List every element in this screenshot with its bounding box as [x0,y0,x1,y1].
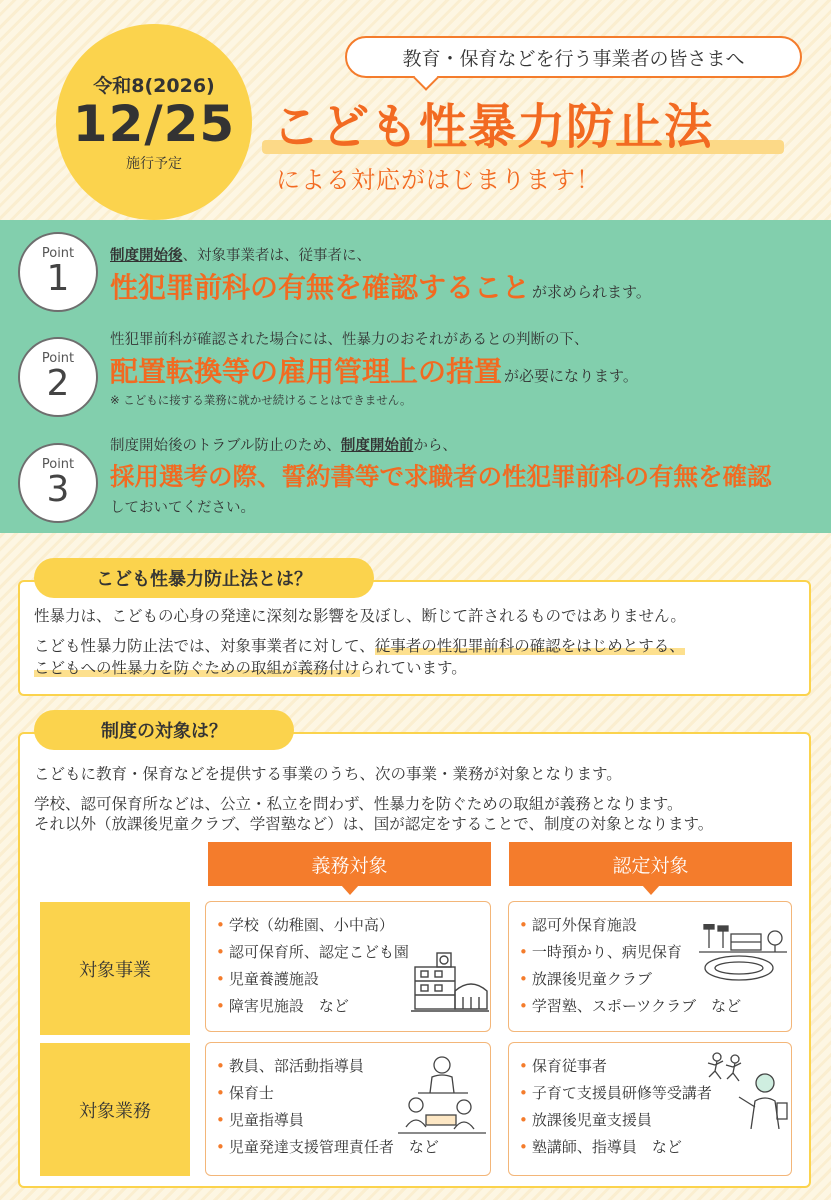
list-item: • 教員、部活動指導員 [216,1057,364,1075]
list-item: • 児童発達支援管理責任者 など [216,1138,439,1156]
point-number: 3 [46,468,70,510]
audience-bubble [345,36,802,78]
list-item: • 学校（幼稚園、小中高） [216,916,394,934]
column-mandatory-label: 義務対象 [311,854,388,877]
business-mandatory-cell [205,901,491,1032]
column-certified [509,842,792,886]
list-item: • 障害児施設 など [216,997,349,1015]
point-1-intro [110,244,371,265]
point-1-tail: が求められます。 [532,283,651,301]
target-line-1: こどもに教育・保育などを提供する事業のうち、次の事業・業務が対象となります。 [34,765,622,783]
list-item: • 児童指導員 [216,1111,304,1129]
point-3-intro [110,434,457,455]
about-section-tag [34,558,374,598]
list-item: • 子育て支援員研修等受講者 [519,1084,712,1102]
row-business [40,902,190,1035]
business-certified-cell [508,901,792,1032]
audience-text: 教育・保育などを行う事業者の皆さまへ [402,47,745,70]
about-line-2 [34,634,685,656]
point-2-tail: が必要になります。 [504,367,638,385]
point-1-badge [18,232,98,312]
point-number: 2 [46,362,70,404]
point-2-key: 配置転換等の雇用管理上の措置 [110,355,503,388]
stadium-illustration [699,924,787,986]
school-building-illustration [411,947,489,1017]
point-3-intro-pre: 制度開始後のトラブル防止のため、 [110,438,341,454]
list-item: • 保育士 [216,1084,274,1102]
point-3-key: 採用選考の際、誓約書等で求職者の性犯罪前科の有無を確認 [110,462,772,491]
points-panel [0,220,831,533]
list-item: • 一時預かり、病児保育 [519,943,682,961]
point-label: Point [41,350,75,366]
list-item: • 保育従事者 [519,1057,607,1075]
effective-date: 12/25 [72,95,236,154]
date-era: 令和8(2026) [93,75,215,98]
point-2-heading [110,350,638,390]
point-2-intro: 性犯罪前科が確認された場合には、性暴力のおそれがあるとの判断の下、 [110,332,589,348]
work-certified-cell [508,1042,792,1176]
about-line-1: 性暴力は、こどもの心身の発達に深刻な影響を及ぼし、断じて許されるものではありません。 [34,607,686,625]
target-section-title: 制度の対象は？ [101,721,227,742]
page-subtitle: による対応がはじまります！ [276,166,601,194]
point-1-heading [110,266,651,306]
business-mandatory-list [216,912,409,1020]
about-line-3-post: られています。 [359,659,467,677]
point-3-tail: しておいてください。 [110,500,255,516]
about-line-3 [34,656,467,678]
date-note: 施行予定 [126,155,182,172]
coach-and-runners-illustration [705,1049,789,1129]
column-mandatory [208,842,491,886]
point-label: Point [41,456,75,472]
point-3-intro-underlined: 制度開始前 [340,438,414,454]
list-item: • 放課後児童クラブ [519,970,652,988]
classroom-illustration [398,1053,486,1137]
point-number: 1 [46,257,70,299]
point-3-badge [18,443,98,523]
effective-date-circle [56,24,252,220]
point-2-badge [18,337,98,417]
row-work [40,1043,190,1176]
row-business-label: 対象事業 [79,959,151,981]
about-line-2-highlight: 従事者の性犯罪前科の確認をはじめとする、 [374,637,685,655]
point-2-note: ※ こどもに接する業務に就かせ続けることはできません。 [110,393,412,407]
column-certified-label: 認定対象 [612,854,689,877]
target-line-3: それ以外（放課後児童クラブ、学習塾など）は、国が認定をすることで、制度の対象となります。 [34,815,714,833]
list-item: • 塾講師、指導員 など [519,1138,682,1156]
about-section-title: こども性暴力防止法とは？ [96,569,312,590]
page-title: こども性暴力防止法 [272,99,714,155]
about-line-2-pre: こども性暴力防止法では、対象事業者に対して、 [34,637,375,655]
work-certified-list [519,1053,712,1161]
list-item: • 認可外保育施設 [519,916,637,934]
point-1-intro-rest: 、対象事業者は、従事者に、 [182,248,371,264]
target-section-tag [34,710,294,750]
list-item: • 学習塾、スポーツクラブ など [519,997,742,1015]
point-1-intro-underlined: 制度開始後 [110,248,183,264]
point-1-key: 性犯罪前科の有無を確認すること [110,271,531,304]
point-3-intro-post: から、 [413,438,457,454]
about-line-3-highlight: こどもへの性暴力を防ぐための取組が義務付け [34,659,360,677]
list-item: • 児童養護施設 [216,970,319,988]
list-item: • 放課後児童支援員 [519,1111,652,1129]
list-item: • 認可保育所、認定こども園 [216,943,409,961]
work-mandatory-cell [205,1042,491,1176]
target-line-2: 学校、認可保育所などは、公立・私立を問わず、性暴力を防ぐための取組が義務となります。 [34,795,683,813]
row-work-label: 対象業務 [79,1100,151,1122]
point-label: Point [41,245,75,261]
